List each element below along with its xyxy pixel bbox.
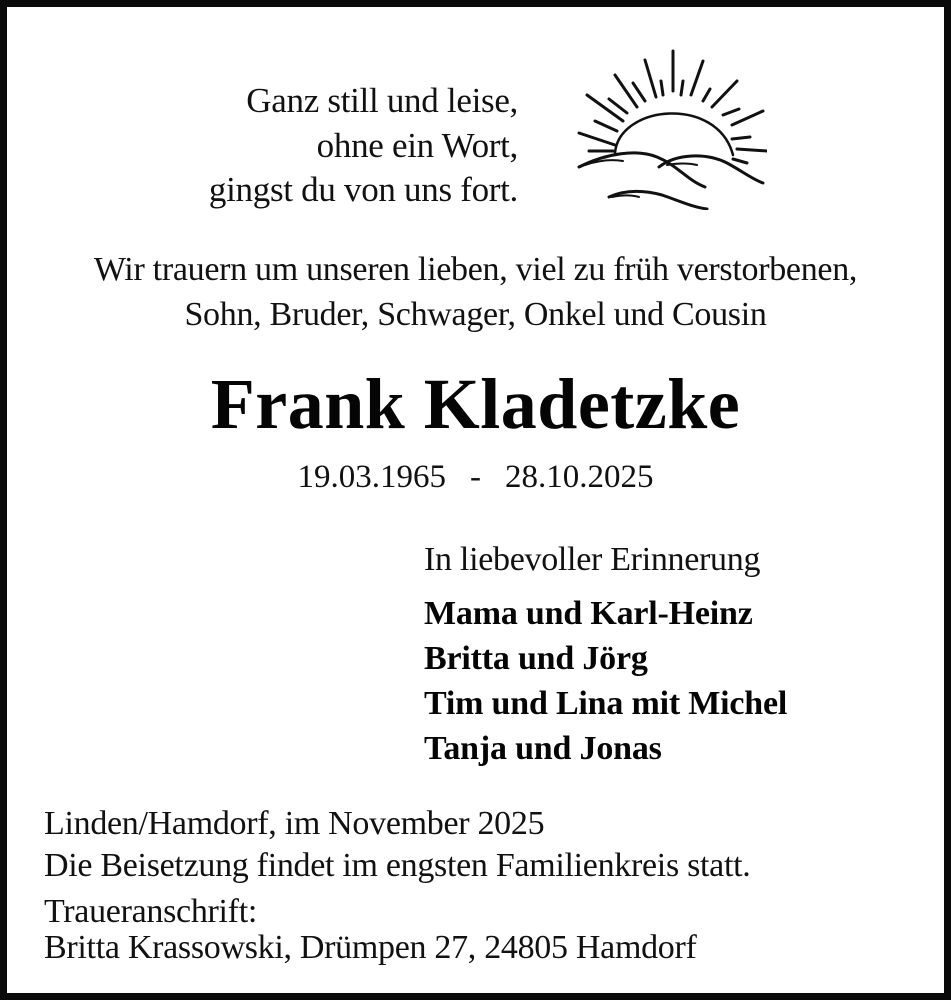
family-list [424,591,787,771]
intro-text [7,247,944,337]
deceased-name: Frank Kladetzke [210,364,741,444]
intro-line: Sohn, Bruder, Schwager, Onkel und Cousin [184,296,767,333]
death-date: 28.10.2025 [505,459,654,495]
poem-line: ohne ein Wort, [316,125,518,165]
family-member: Tim und Lina mit Michel [424,685,788,722]
birth-date: 19.03.1965 [297,459,446,495]
memory-line: In liebevoller Erinnerung [424,541,761,578]
family-member: Britta und Jörg [424,640,648,677]
family-member: Mama und Karl-Heinz [424,595,753,632]
address-label: Traueranschrift: [44,893,257,930]
place-date: Linden/Hamdorf, im November 2025 [44,805,545,842]
family-member: Tanja und Jonas [424,730,662,767]
poem-line: gingst du von uns fort. [208,170,518,209]
address: Britta Krassowski, Drümpen 27, 24805 Hamdorf [44,929,697,966]
poem [209,79,518,213]
poem-line: Ganz still und leise, [246,81,518,120]
date-separator: - [470,459,481,495]
life-dates [7,455,944,499]
burial-note: Die Beisetzung findet im engsten Familienkreis statt. [44,847,751,884]
sunset-over-hills-icon [567,45,767,210]
intro-line: Wir trauern um unseren lieben, viel zu früh verstorbenen, [93,251,858,288]
